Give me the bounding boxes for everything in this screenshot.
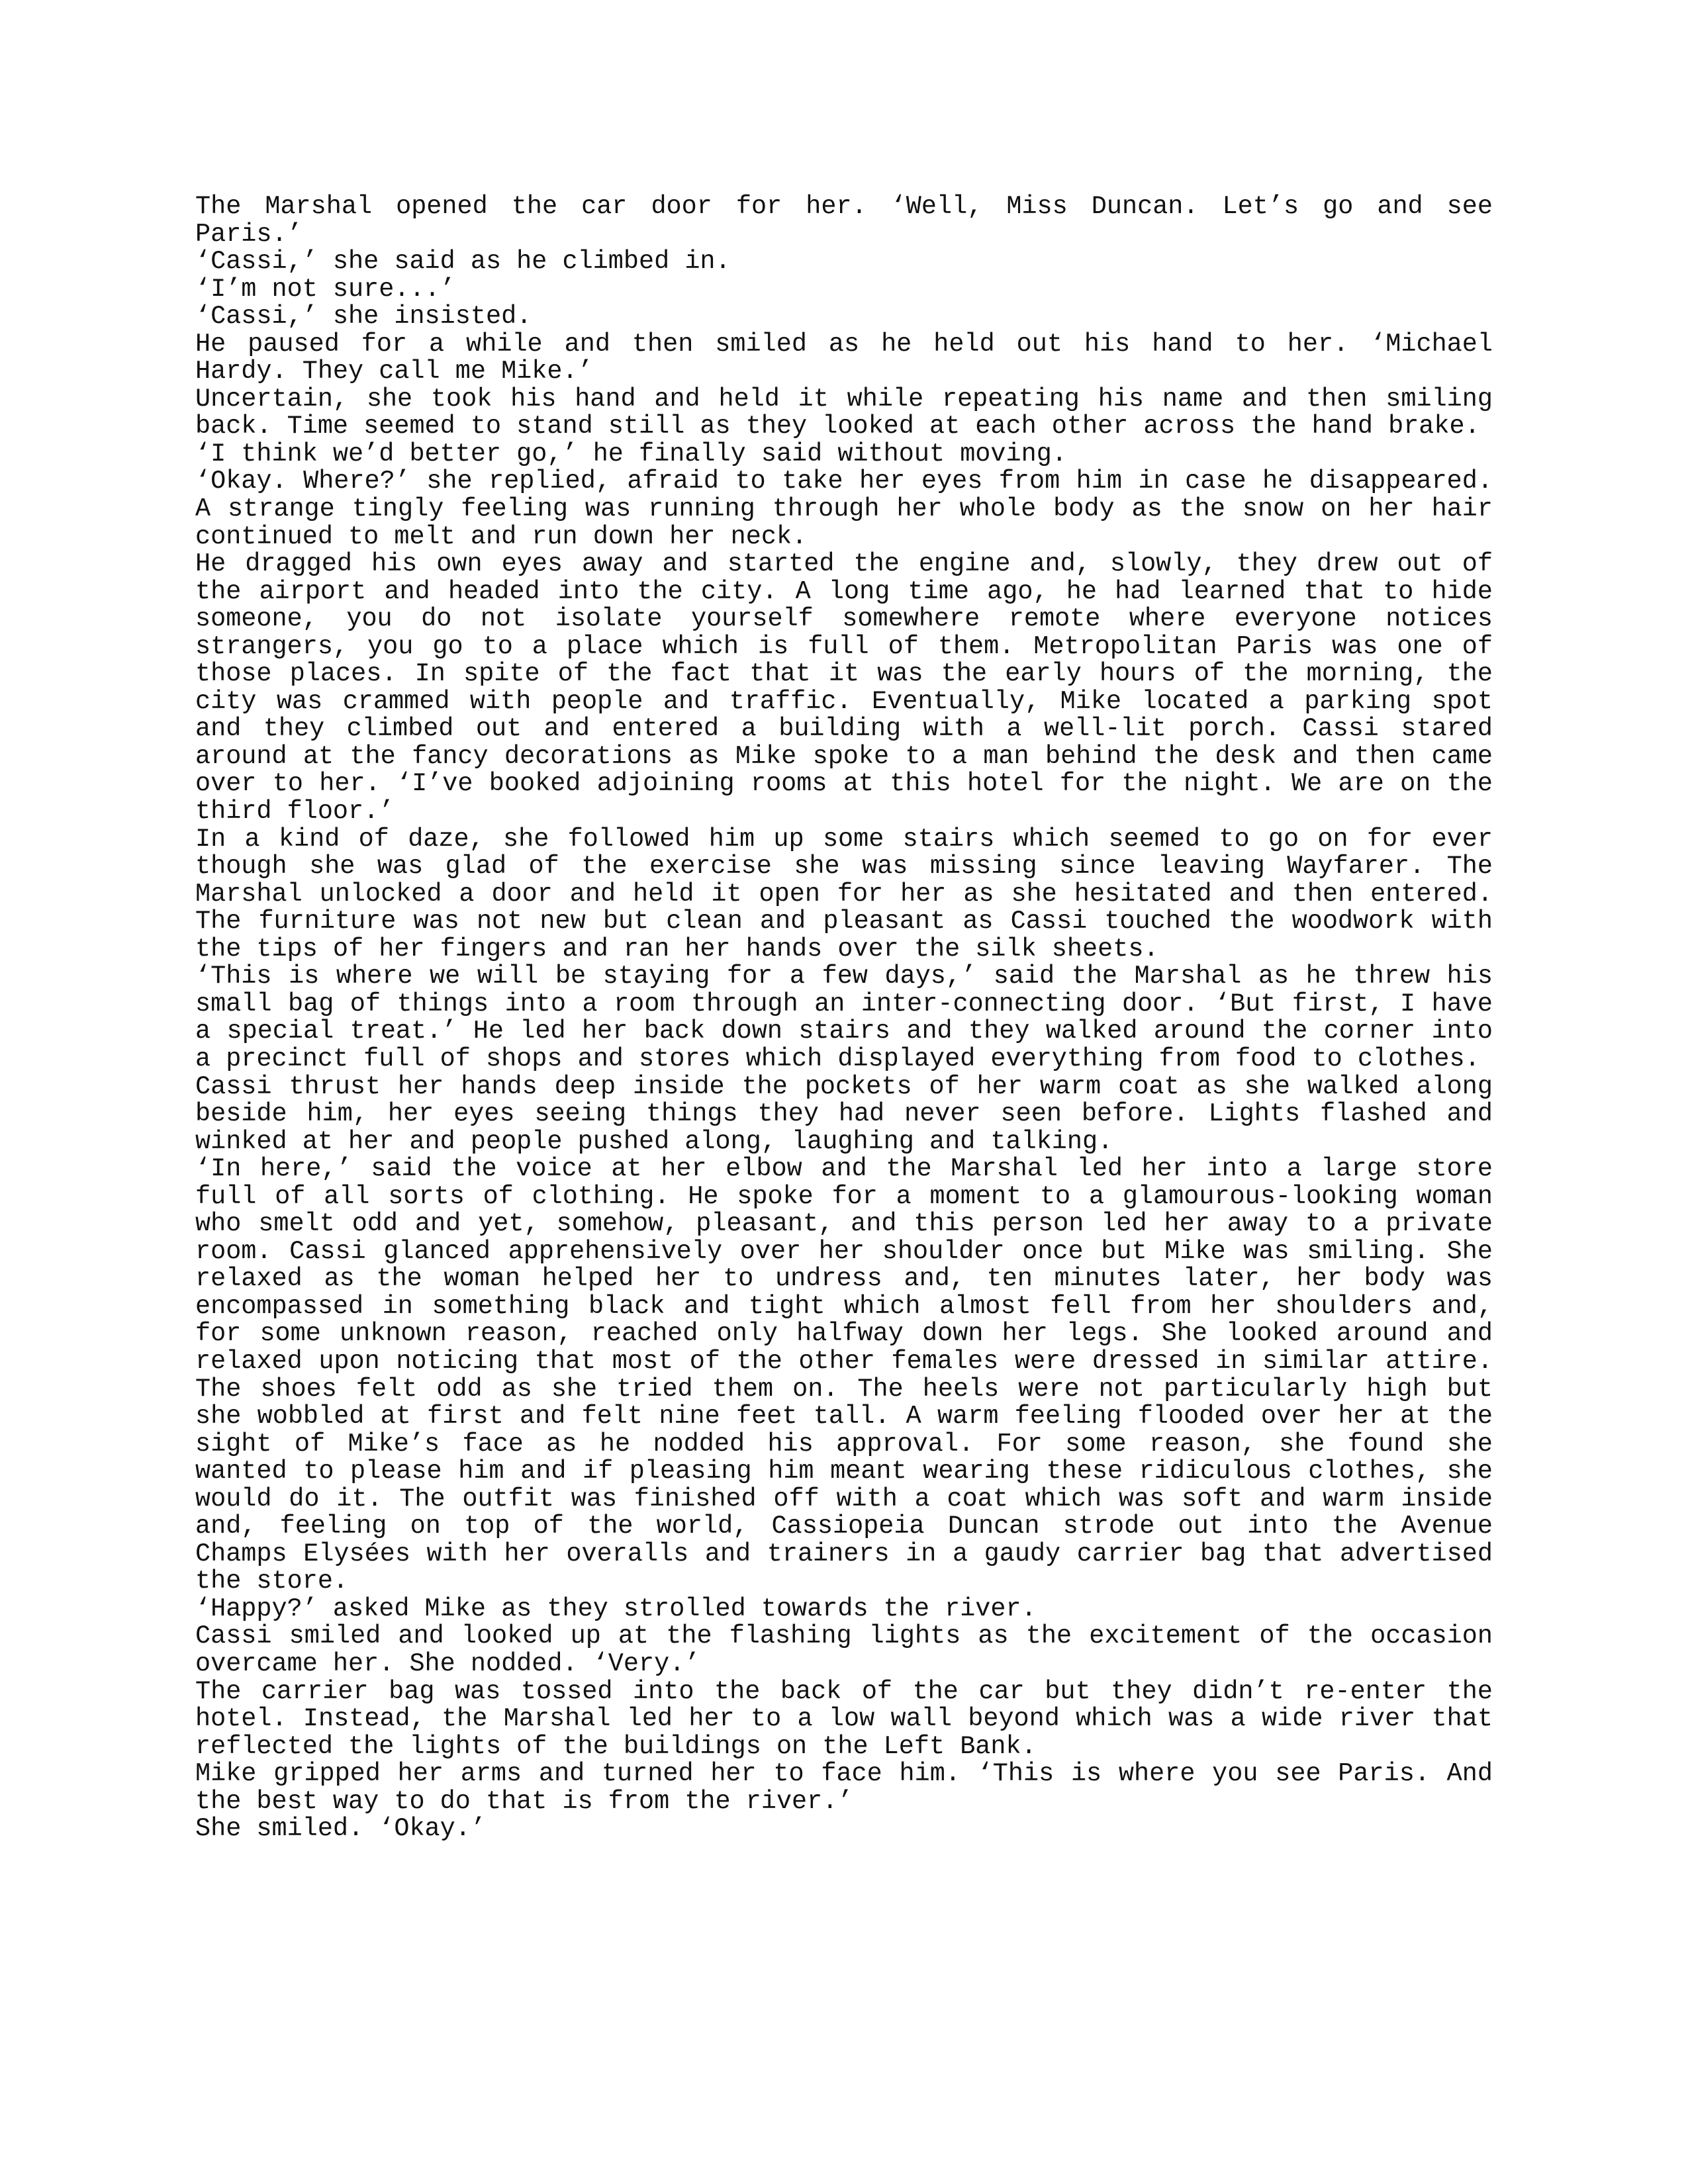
- paragraph: The Marshal opened the car door for her. ‘Well, Miss Duncan. Let’s go and see Paris.’: [195, 192, 1493, 249]
- paragraph: ‘This is where we will be staying for a few days,’ said the Marshal as he threw his small bag of things into a room through an inter-connecting door. ‘But first, I have a special treat.’ He led her back down stairs and they walked around the corner into a precinct full of shops and stores which displayed everything from food to clothes.: [195, 962, 1493, 1073]
- paragraph: Mike gripped her arms and turned her to face him. ‘This is where you see Paris. And the best way to do that is from the river.’: [195, 1759, 1493, 1816]
- paragraph: ‘Cassi,’ she said as he climbed in.: [195, 247, 731, 277]
- paragraph: ‘I’m not sure...’: [195, 274, 455, 304]
- paragraph: In a kind of daze, she followed him up some stairs which seemed to go on for ever though she was glad of the exercise she was missing since leaving Wayfarer. The Marshal unlocked a door and held it open for her as she hesitated and then entered. The furniture was not new but clean and pleasant as Cassi touched the woodwork with the tips of her fingers and ran her hands over the silk sheets.: [195, 824, 1493, 964]
- story-text: [195, 193, 1493, 1843]
- paragraph: ‘In here,’ said the voice at her elbow and the Marshal led her into a large store full of all sorts of clothing. He spoke for a moment to a glamourous-looking woman who smelt odd and yet, somehow, pleasant, and this person led her away to a private room. Cassi glanced apprehensively over her shoulder once but Mike was smiling. She relaxed as the woman helped her to undress and, ten minutes later, her body was encompassed in something black and tight which almost fell from her shoulders and, for some unknown reason, reached only halfway down her legs. She looked around and relaxed upon noticing that most of the other females were dressed in similar attire. The shoes felt odd as she tried them on. The heels were not particularly high but she wobbled at first and felt nine feet tall. A warm feeling flooded over her at the sight of Mike’s face as he nodded his approval. For some reason, she found she wanted to please him and if pleasing him meant wearing these ridiculous clothes, she would do it. The outfit was finished off with a coat which was soft and warm inside and, feeling on top of the world, Cassiopeia Duncan strode out into the Avenue Champs Elysées with her overalls and trainers in a gaudy carrier bag that advertised the store.: [195, 1154, 1493, 1596]
- paragraph: He paused for a while and then smiled as he held out his hand to her. ‘Michael Hardy. They call me Mike.’: [195, 329, 1493, 387]
- paragraph: ‘Okay. Where?’ she replied, afraid to take her eyes from him in case he disappeared. A strange tingly feeling was running through her whole body as the snow on her hair continued to melt and run down her neck.: [195, 467, 1493, 551]
- paragraph: She smiled. ‘Okay.’: [195, 1814, 486, 1844]
- paragraph: Cassi thrust her hands deep inside the pockets of her warm coat as she walked along beside him, her eyes seeing things they had never seen before. Lights flashed and winked at her and people pushed along, laughing and talking.: [195, 1071, 1493, 1156]
- paragraph: Uncertain, she took his hand and held it while repeating his name and then smiling back. Time seemed to stand still as they looked at each other across the hand brake.: [195, 384, 1493, 441]
- paragraph: ‘Happy?’ asked Mike as they strolled towards the river.: [195, 1594, 1037, 1623]
- paragraph: Cassi smiled and looked up at the flashing lights as the excitement of the occasion overcame her. She nodded. ‘Very.’: [195, 1621, 1493, 1678]
- paragraph: ‘I think we’d better go,’ he finally said without moving.: [195, 439, 1067, 469]
- paragraph: ‘Cassi,’ she insisted.: [195, 302, 532, 332]
- paragraph: He dragged his own eyes away and started the engine and, slowly, they drew out of the airport and headed into the city. A long time ago, he had learned that to hide someone, you do not isolate yourself somewhere remote where everyone notices strangers, you go to a place which is full of them. Metropolitan Paris was one of those places. In spite of the fact that it was the early hours of the morning, the city was crammed with people and traffic. Eventually, Mike located a parking spot and they climbed out and entered a building with a well-lit porch. Cassi stared around at the fancy decorations as Mike spoke to a man behind the desk and then came over to her. ‘I’ve booked adjoining rooms at this hotel for the night. We are on the third floor.’: [195, 549, 1493, 827]
- paragraph: The carrier bag was tossed into the back of the car but they didn’t re-enter the hotel. Instead, the Marshal led her to a low wall beyond which was a wide river that reflected the lights of the buildings on the Left Bank.: [195, 1676, 1493, 1761]
